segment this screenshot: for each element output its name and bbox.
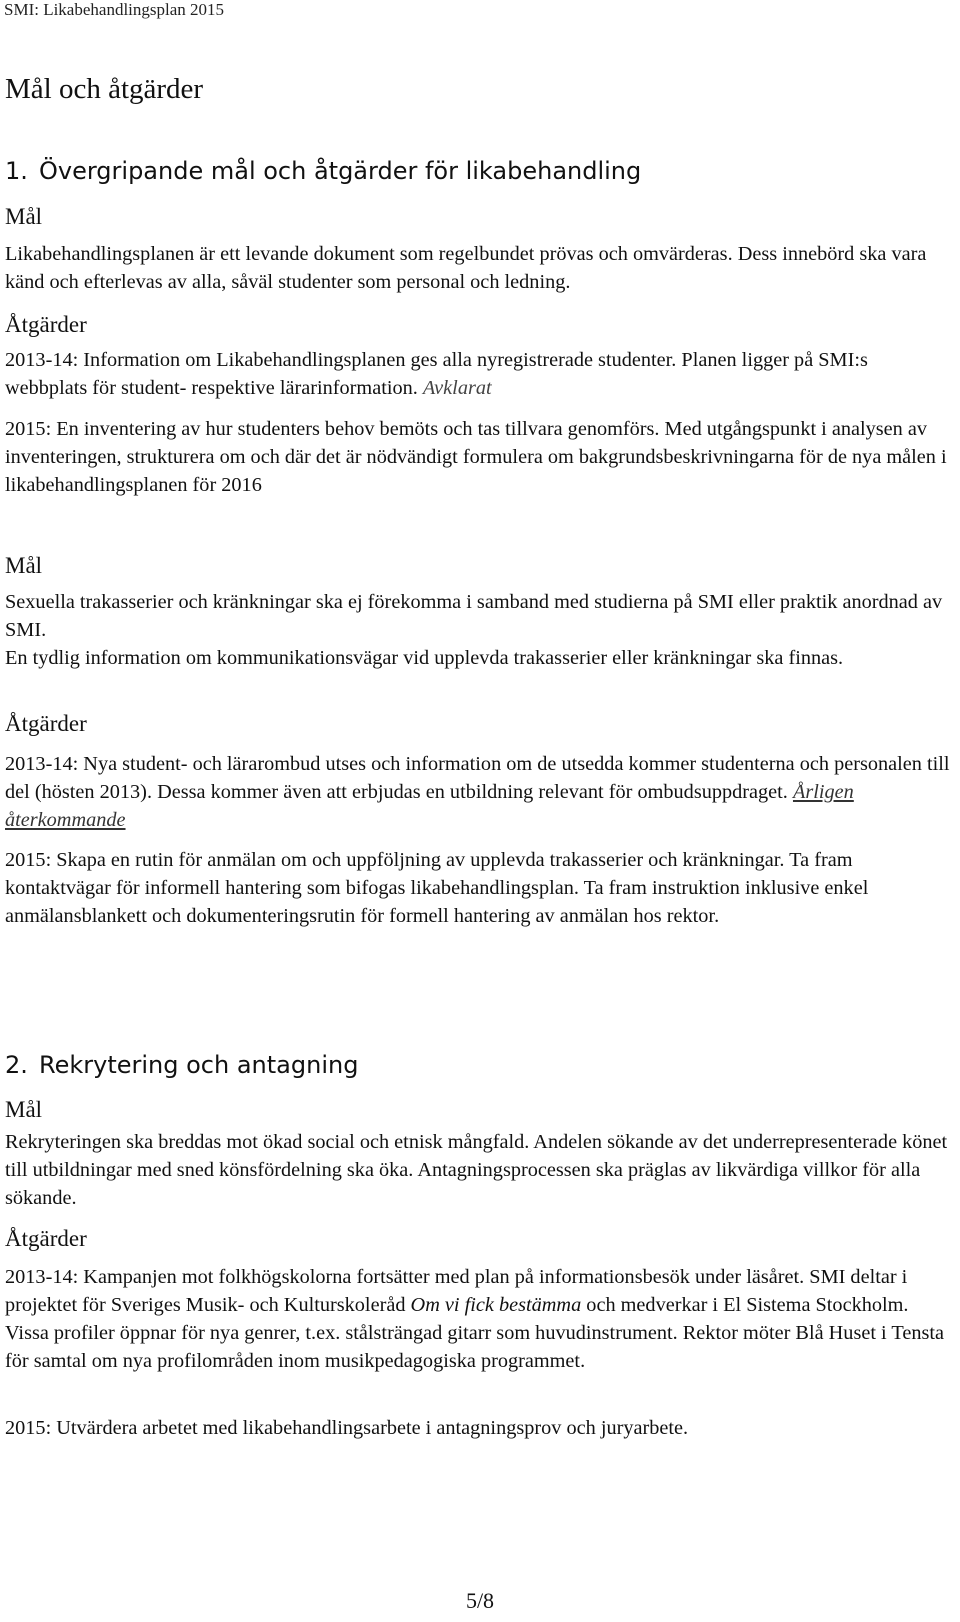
actions-heading: Åtgärder <box>5 1226 87 1251</box>
status-note: Årligen återkommande <box>5 781 854 831</box>
action-paragraph <box>5 750 950 834</box>
section-1-number: 1. <box>5 157 28 185</box>
goal-heading: Mål <box>5 204 43 229</box>
goal-paragraph: Rekryteringen ska breddas mot ökad social och etnisk mångfald. Andelen sökande av det underrepresenterade könet till utbildningar med sned könsfördelning ska öka. Antagningsprocessen ska präglas av likvärdiga villkor för alla sökande. <box>5 1131 948 1209</box>
running-header: SMI: Likabehandlingsplan 2015 <box>4 0 225 19</box>
action-text: 2013-14: Nya student- och lärarombud utses och information om de utsedda kommer studenterna och personalen till del (hösten 2013). Dessa kommer även att erbjudas en utbildning relevant för ombudsuppdraget. <box>5 753 950 803</box>
page-number: 5/8 <box>465 1588 495 1613</box>
goal-paragraph: En tydlig information om kommunikationsvägar vid upplevda trakasserier eller kränkningar ska finnas. <box>5 647 844 669</box>
action-paragraph: 2015: Skapa en rutin för anmälan om och uppföljning av upplevda trakasserier och kränkningar. Ta fram kontaktvägar för informell hantering som bifogas likabehandlingsplan. Ta fram instruktion inklusive enkel anmälansblankett och dokumenteringsrutin för formell hantering av anmälan hos rektor. <box>5 849 869 927</box>
action-paragraph <box>5 1263 950 1375</box>
section-1-title: Övergripande mål och åtgärder för likabehandling <box>39 157 642 185</box>
goal-heading: Mål <box>5 553 43 578</box>
goal-paragraph: Likabehandlingsplanen är ett levande dokument som regelbundet prövas och omvärderas. Dess innebörd ska vara känd och efterlevas av alla, såväl studenter som personal och ledning. <box>5 243 927 293</box>
action-text: och medverkar i El Sistema Stockholm. Vissa profiler öppnar för nya genrer, t.ex. stålsträngad gitarr som huvudinstrument. Rektor möter Blå Huset i Tensta för samtal om nya profilområden inom musikpedagogiska programmet. <box>5 1294 945 1372</box>
section-2-number: 2. <box>5 1051 28 1079</box>
action-text: 2013-14: Kampanjen mot folkhögskolorna fortsätter med plan på informationsbesök under läsåret. SMI deltar i projektet för Sveriges Musik- och Kulturskoleråd <box>5 1266 908 1316</box>
section-2-heading <box>5 1050 358 1080</box>
actions-heading: Åtgärder <box>5 312 87 337</box>
actions-heading: Åtgärder <box>5 711 87 736</box>
action-paragraph: 2015: En inventering av hur studenters behov bemöts och tas tillvara genomförs. Med utgångspunkt i analysen av inventeringen, strukturera om och där det är nödvändigt formulera om bakgrundsbeskrivningarna för de nya målen i likabehandlingsplanen för 2016 <box>5 418 947 496</box>
action-paragraph: 2015: Utvärdera arbetet med likabehandlingsarbete i antagningsprov och juryarbete. <box>5 1417 689 1439</box>
section-2-title: Rekrytering och antagning <box>39 1051 359 1079</box>
status-note: Avklarat <box>422 377 492 399</box>
action-paragraph <box>5 346 950 402</box>
goal-heading: Mål <box>5 1097 43 1122</box>
section-1-heading <box>5 156 641 186</box>
goal-paragraph: Sexuella trakasserier och kränkningar ska ej förekomma i samband med studierna på SMI eller praktik anordnad av SMI. <box>5 591 943 641</box>
project-name: Om vi fick bestämma <box>410 1294 582 1316</box>
page-heading: Mål och åtgärder <box>5 73 204 105</box>
action-text: 2013-14: Information om Likabehandlingsplanen ges alla nyregistrerade studenter. Planen ligger på SMI:s webbplats för student- respektive lärarinformation. <box>5 349 868 399</box>
